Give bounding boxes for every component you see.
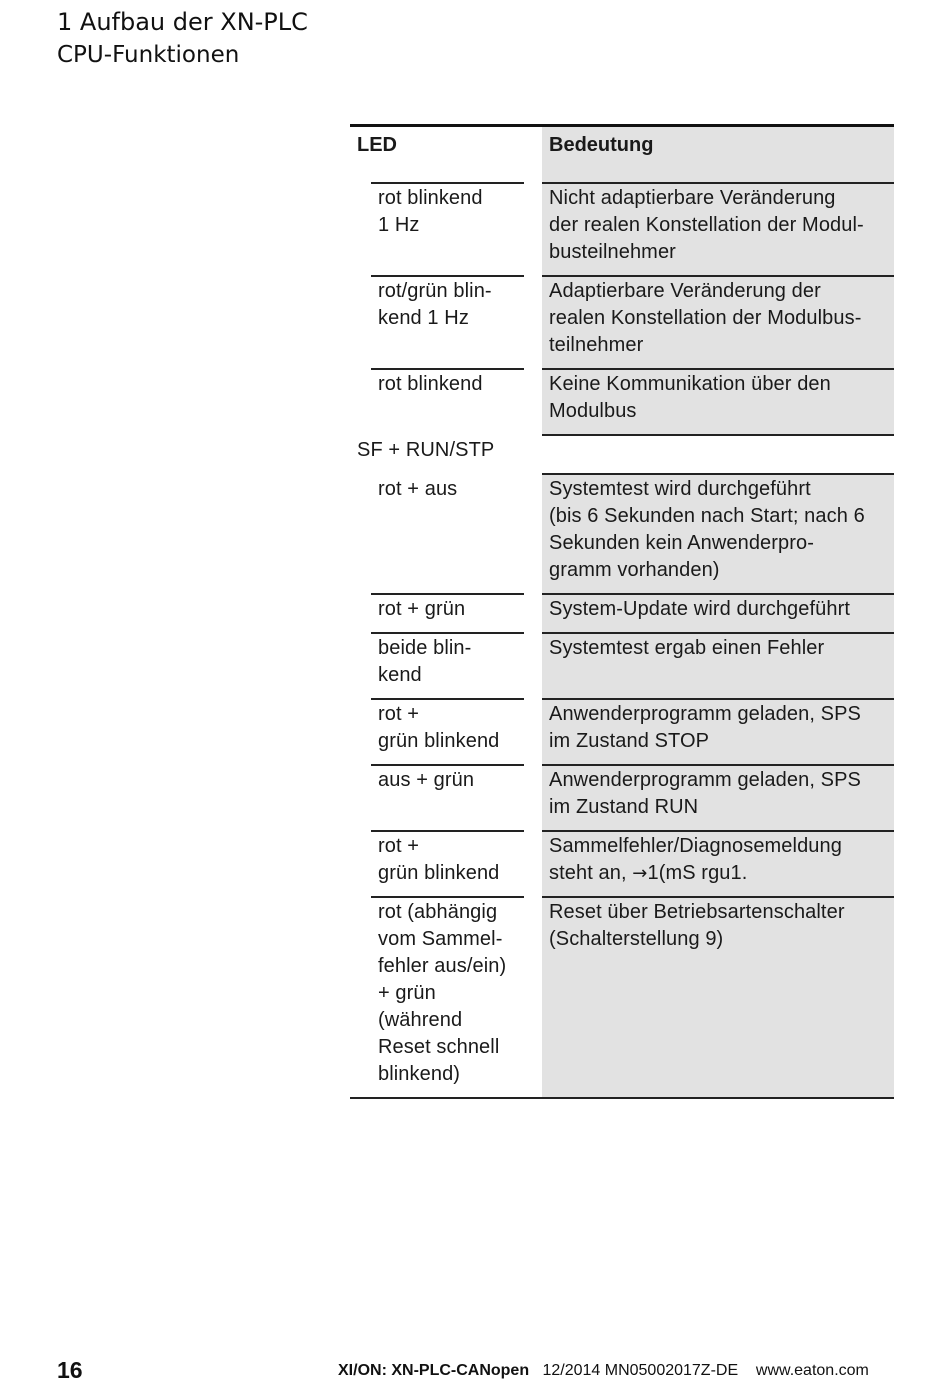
- meaning-cell: System-Update wird durchgeführt: [542, 593, 894, 632]
- led-cell: rot blinkend 1 Hz: [378, 187, 483, 236]
- meaning-cell: Keine Kommunikation über den Modulbus: [542, 368, 894, 434]
- led-cell: rot/grün blin- kend 1 Hz: [378, 280, 492, 329]
- publication-info: [338, 1362, 869, 1380]
- led-cell: rot + grün blinkend: [378, 835, 500, 884]
- section-title: CPU-Funktionen: [57, 42, 240, 68]
- meaning-cell: Adaptierbare Veränderung der realen Konstellation der Modulbus- teilnehmer: [542, 275, 894, 368]
- product-brand: XI/ON: [338, 1362, 382, 1379]
- table-header-row: [350, 127, 894, 182]
- section-label: SF + RUN/STP: [357, 439, 495, 461]
- meaning-cell: Sammelfehler/Diagnosemeldung steht an, →1(mS rgu1.: [542, 830, 894, 896]
- product-name: : XN-PLC-CANopen: [381, 1362, 530, 1379]
- column-header-led: LED: [357, 134, 397, 156]
- table-row: [350, 182, 894, 275]
- column-header-meaning: Bedeutung: [542, 127, 894, 182]
- meaning-cell: Systemtest wird durchgeführt (bis 6 Sekunden nach Start; nach 6 Sekunden kein Anwenderpro- gramm vorhanden): [542, 473, 894, 593]
- chapter-title: 1 Aufbau der XN-PLC: [57, 8, 308, 36]
- led-cell: rot blinkend: [378, 373, 483, 395]
- meaning-cell: Systemtest ergab einen Fehler: [542, 632, 894, 698]
- led-table: [350, 124, 894, 1099]
- meaning-cell: Anwenderprogramm geladen, SPS im Zustand RUN: [542, 764, 894, 830]
- table-section-row: [350, 434, 894, 473]
- table-row: [350, 593, 894, 632]
- meaning-cell: Reset über Betriebsartenschalter (Schalterstellung 9): [542, 896, 894, 1097]
- table-row: [350, 830, 894, 896]
- table-row: [350, 764, 894, 830]
- led-cell: rot (abhängig vom Sammel- fehler aus/ein) + grün (während Reset schnell blinkend): [378, 901, 507, 1085]
- table-row: [350, 275, 894, 368]
- meaning-cell: Anwenderprogramm geladen, SPS im Zustand STOP: [542, 698, 894, 764]
- led-cell: rot + grün: [378, 598, 466, 620]
- led-cell: aus + grün: [378, 769, 475, 791]
- website-link[interactable]: www.eaton.com: [755, 1362, 869, 1379]
- document-reference: 12/2014 MN05002017Z-DE: [542, 1362, 739, 1379]
- cross-reference-arrow-icon: →: [632, 863, 648, 884]
- table-row: [350, 368, 894, 434]
- table-row: [350, 698, 894, 764]
- led-cell: rot + grün blinkend: [378, 703, 500, 752]
- table-row: [350, 473, 894, 593]
- table-row: [350, 896, 894, 1097]
- table-bottom-rule: [350, 1097, 894, 1099]
- meaning-cell: Nicht adaptierbare Veränderung der realen Konstellation der Modul- busteilnehmer: [542, 182, 894, 275]
- led-cell: rot + aus: [378, 478, 458, 500]
- page-number: 16: [57, 1357, 83, 1383]
- led-cell: beide blin- kend: [378, 637, 472, 686]
- table-row: [350, 632, 894, 698]
